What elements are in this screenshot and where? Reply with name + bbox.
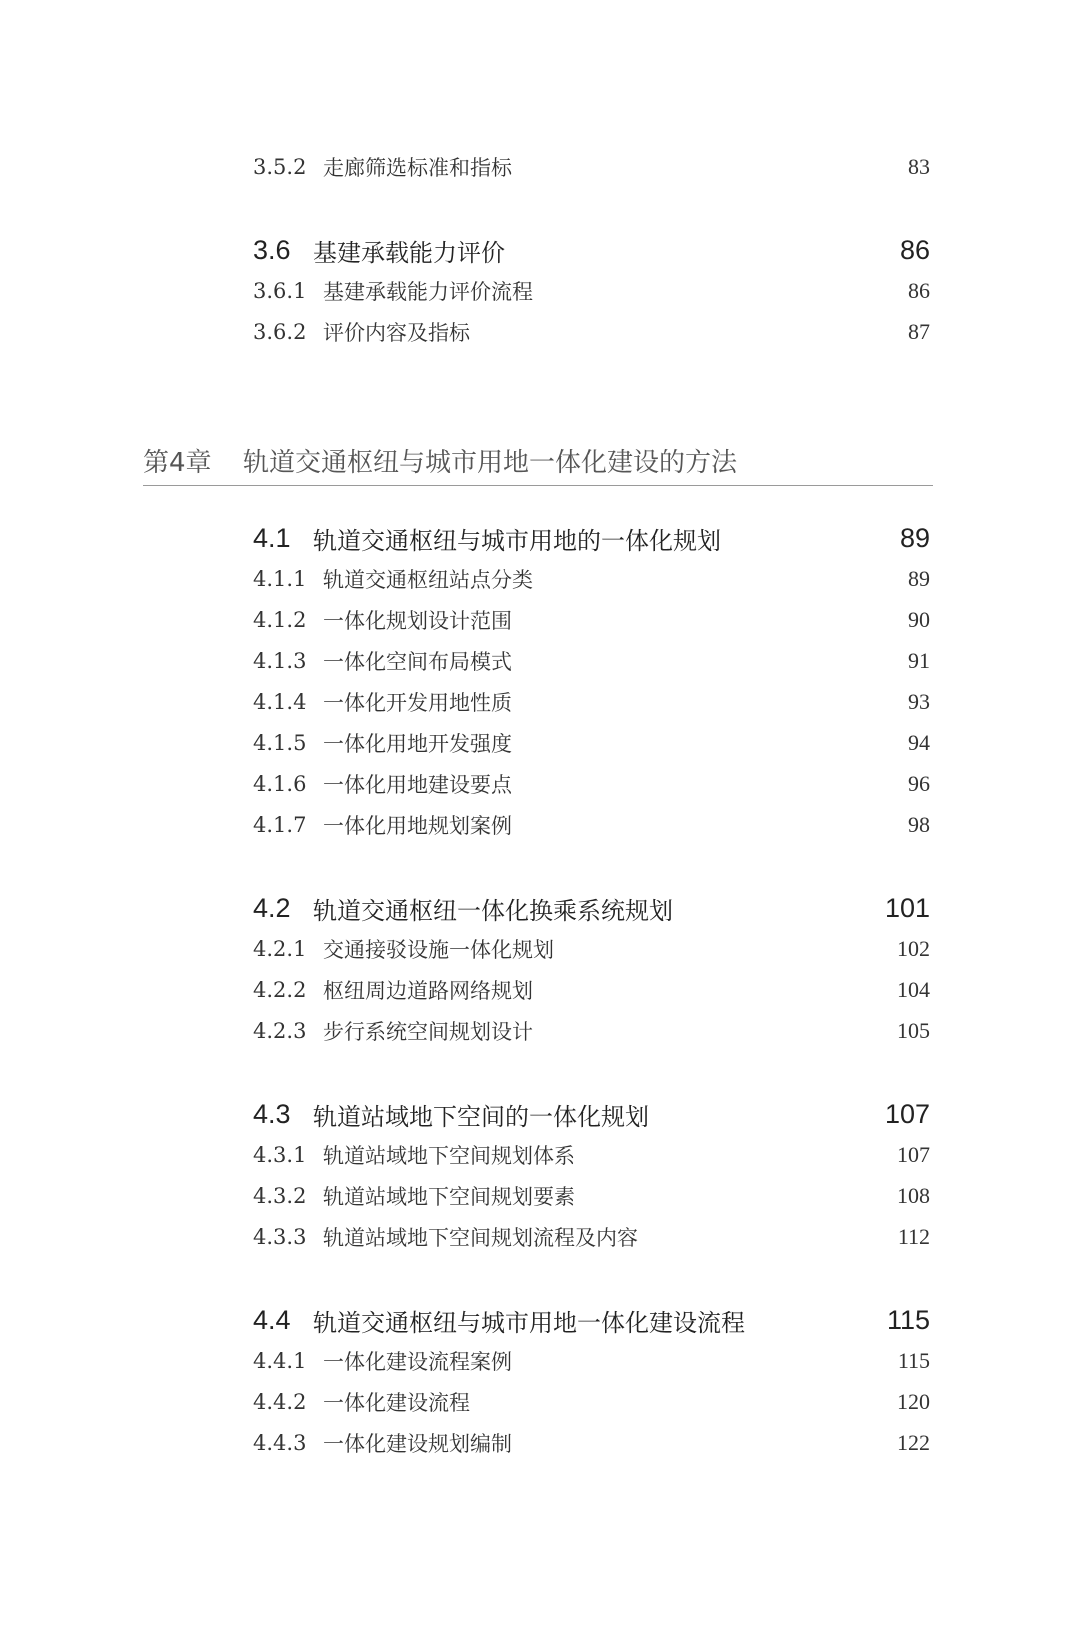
- entry-page: 108: [897, 1183, 930, 1208]
- section-number: 4.4: [253, 1304, 291, 1335]
- entry-page: 102: [897, 936, 930, 961]
- toc-entry-4-2-1[interactable]: [253, 929, 930, 969]
- section-number: 4.3: [253, 1098, 291, 1129]
- entry-number: 4.2.2: [253, 978, 307, 1002]
- chapter-4-heading[interactable]: [143, 436, 933, 484]
- chapter-title: 轨道交通枢纽与城市用地一体化建设的方法: [243, 447, 738, 478]
- toc-entry-4-1-7[interactable]: [253, 805, 930, 845]
- entry-title: 轨道交通枢纽站点分类: [323, 568, 533, 592]
- toc-section-4-2[interactable]: [253, 888, 930, 928]
- toc-entry-3-5-2[interactable]: [253, 147, 930, 187]
- section-page: 107: [884, 1098, 930, 1129]
- entry-number: 4.4.1: [253, 1349, 307, 1373]
- entry-page: 91: [908, 648, 930, 673]
- chapter-divider: [143, 485, 933, 486]
- entry-title: 步行系统空间规划设计: [323, 1020, 533, 1044]
- entry-title: 一体化规划设计范围: [323, 609, 512, 633]
- entry-page: 115: [897, 1348, 930, 1373]
- entry-title: 走廊筛选标准和指标: [323, 156, 512, 180]
- entry-title: 一体化空间布局模式: [323, 650, 512, 674]
- section-title: 轨道交通枢纽与城市用地的一体化规划: [313, 526, 721, 555]
- entry-title: 一体化建设规划编制: [323, 1432, 512, 1456]
- entry-page: 112: [897, 1224, 930, 1249]
- entry-number: 4.3.1: [253, 1143, 307, 1167]
- entry-page: 86: [908, 278, 930, 303]
- section-title: 基建承载能力评价: [313, 238, 505, 267]
- toc-entry-4-3-1[interactable]: [253, 1135, 930, 1175]
- entry-number: 3.5.2: [253, 155, 307, 179]
- toc-entry-4-1-1[interactable]: [253, 559, 930, 599]
- entry-page: 105: [897, 1018, 930, 1043]
- entry-number: 4.3.3: [253, 1225, 307, 1249]
- toc-entry-4-4-1[interactable]: [253, 1341, 930, 1381]
- toc-entry-4-1-4[interactable]: [253, 682, 930, 722]
- entry-title: 一体化建设流程案例: [323, 1350, 512, 1374]
- entry-number: 4.1.6: [253, 772, 307, 796]
- entry-page: 107: [897, 1142, 930, 1167]
- entry-number: 4.1.3: [253, 649, 307, 673]
- toc-entry-4-1-2[interactable]: [253, 600, 930, 640]
- entry-title: 一体化建设流程: [323, 1391, 470, 1415]
- entry-number: 4.1.2: [253, 608, 307, 632]
- entry-number: 4.1.4: [253, 690, 307, 714]
- section-title: 轨道交通枢纽一体化换乘系统规划: [313, 896, 673, 925]
- toc-entry-4-2-3[interactable]: [253, 1011, 930, 1051]
- entry-page: 87: [908, 319, 930, 344]
- entry-page: 93: [908, 689, 930, 714]
- entry-page: 122: [897, 1430, 930, 1455]
- entry-title: 交通接驳设施一体化规划: [323, 938, 554, 962]
- entry-page: 98: [908, 812, 930, 837]
- entry-page: 120: [897, 1389, 930, 1414]
- entry-page: 96: [908, 771, 930, 796]
- entry-number: 4.4.2: [253, 1390, 307, 1414]
- toc-entry-4-4-3[interactable]: [253, 1423, 930, 1463]
- entry-title: 轨道站域地下空间规划流程及内容: [323, 1226, 638, 1250]
- toc-entry-4-3-3[interactable]: [253, 1217, 930, 1257]
- entry-number: 4.1.5: [253, 731, 307, 755]
- entry-title: 一体化用地建设要点: [323, 773, 512, 797]
- toc-section-4-1[interactable]: [253, 518, 930, 558]
- section-number: 3.6: [253, 234, 291, 265]
- entry-title: 轨道站域地下空间规划要素: [323, 1185, 575, 1209]
- entry-title: 一体化开发用地性质: [323, 691, 512, 715]
- chapter-number: 第4章: [143, 447, 212, 478]
- section-page: 89: [899, 522, 930, 553]
- toc-entry-4-1-5[interactable]: [253, 723, 930, 763]
- entry-title: 评价内容及指标: [323, 321, 470, 345]
- toc-section-4-3[interactable]: [253, 1094, 930, 1134]
- entry-number: 4.1.7: [253, 813, 307, 837]
- section-page: 101: [884, 892, 930, 923]
- entry-page: 90: [908, 607, 930, 632]
- section-page: 115: [886, 1304, 930, 1335]
- entry-number: 3.6.2: [253, 320, 307, 344]
- section-number: 4.2: [253, 892, 291, 923]
- entry-title: 枢纽周边道路网络规划: [323, 979, 533, 1003]
- entry-title: 基建承载能力评价流程: [323, 280, 533, 304]
- entry-number: 4.1.1: [253, 567, 307, 591]
- toc-entry-3-6-2[interactable]: [253, 312, 930, 352]
- section-number: 4.1: [253, 522, 291, 553]
- entry-title: 一体化用地规划案例: [323, 814, 512, 838]
- section-page: 86: [899, 234, 930, 265]
- toc-entry-3-6-1[interactable]: [253, 271, 930, 311]
- entry-number: 4.4.3: [253, 1431, 307, 1455]
- entry-page: 83: [908, 154, 930, 179]
- toc-section-4-4[interactable]: [253, 1300, 930, 1340]
- toc-entry-4-4-2[interactable]: [253, 1382, 930, 1422]
- section-title: 轨道站域地下空间的一体化规划: [313, 1102, 649, 1131]
- toc-entry-4-1-3[interactable]: [253, 641, 930, 681]
- entry-number: 4.2.3: [253, 1019, 307, 1043]
- toc-section-3-6[interactable]: [253, 230, 930, 270]
- toc-entry-4-2-2[interactable]: [253, 970, 930, 1010]
- entry-page: 104: [897, 977, 930, 1002]
- entry-number: 3.6.1: [253, 279, 307, 303]
- section-title: 轨道交通枢纽与城市用地一体化建设流程: [313, 1308, 745, 1337]
- entry-number: 4.2.1: [253, 937, 307, 961]
- entry-page: 94: [908, 730, 930, 755]
- toc-entry-4-3-2[interactable]: [253, 1176, 930, 1216]
- entry-title: 轨道站域地下空间规划体系: [323, 1144, 575, 1168]
- entry-page: 89: [908, 566, 930, 591]
- entry-title: 一体化用地开发强度: [323, 732, 512, 756]
- toc-entry-4-1-6[interactable]: [253, 764, 930, 804]
- entry-number: 4.3.2: [253, 1184, 307, 1208]
